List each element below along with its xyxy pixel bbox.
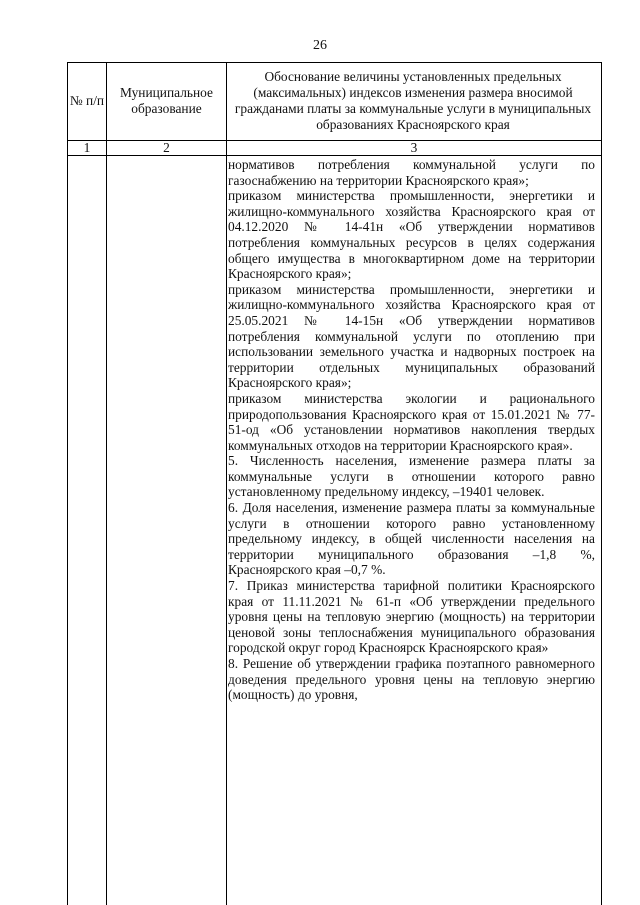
column-number-2: 2 <box>163 140 170 155</box>
rationale-paragraph: 7. Приказ министерства тарифной политики Красноярского края от 11.11.2021 № 61-п «Об утверждении предельного уровня цены на тепловую энергию (мощность) на территории ценовой зоны теплоснабжения муниципального образования городской округ город Красноярск Красноярского края» <box>228 578 595 656</box>
rationale-paragraph: 6. Доля населения, изменение размера платы за коммунальные услуги в отношении которого равно установленному предельному индексу, в общей численности населения на территории муниципального образования –1,8 %, Красноярского края –0,7 %. <box>228 500 595 578</box>
column-number-divider <box>68 155 601 156</box>
rationale-paragraph: 5. Численность населения, изменение размера платы за коммунальные услуги в отношении которого равно установленному предельному индексу, –19401 человек. <box>228 453 595 500</box>
column-divider-1 <box>106 62 107 905</box>
rationale-paragraph: приказом министерства промышленности, энергетики и жилищно-коммунального хозяйства Красноярского края от 04.12.2020 № 14-41н «Об утверждении нормативов потребления коммунальных ресурсов в целях содержания общего имущества в многоквартирном доме на территории Красноярского края»; <box>228 188 595 282</box>
rationale-paragraph: приказом министерства промышленности, энергетики и жилищно-коммунального хозяйства Красноярского края от 25.05.2021 № 14-15н «Об утверждении нормативов потребления коммунальной услуги по отоплению при использовании земельного участка и надворных построек на территории отдельных муниципальных образований Красноярского края»; <box>228 281 595 391</box>
header-municipality: Муниципальное образование <box>120 85 213 116</box>
rationale-table <box>67 62 602 905</box>
header-rationale: Обоснование величины установленных предельных (максимальных) индексов изменения размера вносимой гражданами платы за коммунальные услуги в муниципальных образованиях Красноярского края <box>234 69 592 132</box>
rationale-paragraph: приказом министерства экологии и рационального природопользования Красноярского края от 15.01.2021 № 77-51-од «Об установлении нормативов накопления твердых коммунальных отходов на территории Красноярского края». <box>228 390 595 453</box>
column-divider-2 <box>226 62 227 905</box>
column-number-3: 3 <box>410 140 418 155</box>
rationale-paragraph: нормативов потребления коммунальной услуги по газоснабжению на территории Красноярского края»; <box>228 157 595 188</box>
page-number: 26 <box>313 38 327 53</box>
rationale-cell <box>228 157 595 703</box>
header-number: № п/п <box>69 93 105 108</box>
column-number-1: 1 <box>83 140 91 155</box>
rationale-paragraph: 8. Решение об утверждении графика поэтапного равномерного доведения предельного уровня цены на тепловую энергию (мощность) до уровня, <box>228 656 595 703</box>
